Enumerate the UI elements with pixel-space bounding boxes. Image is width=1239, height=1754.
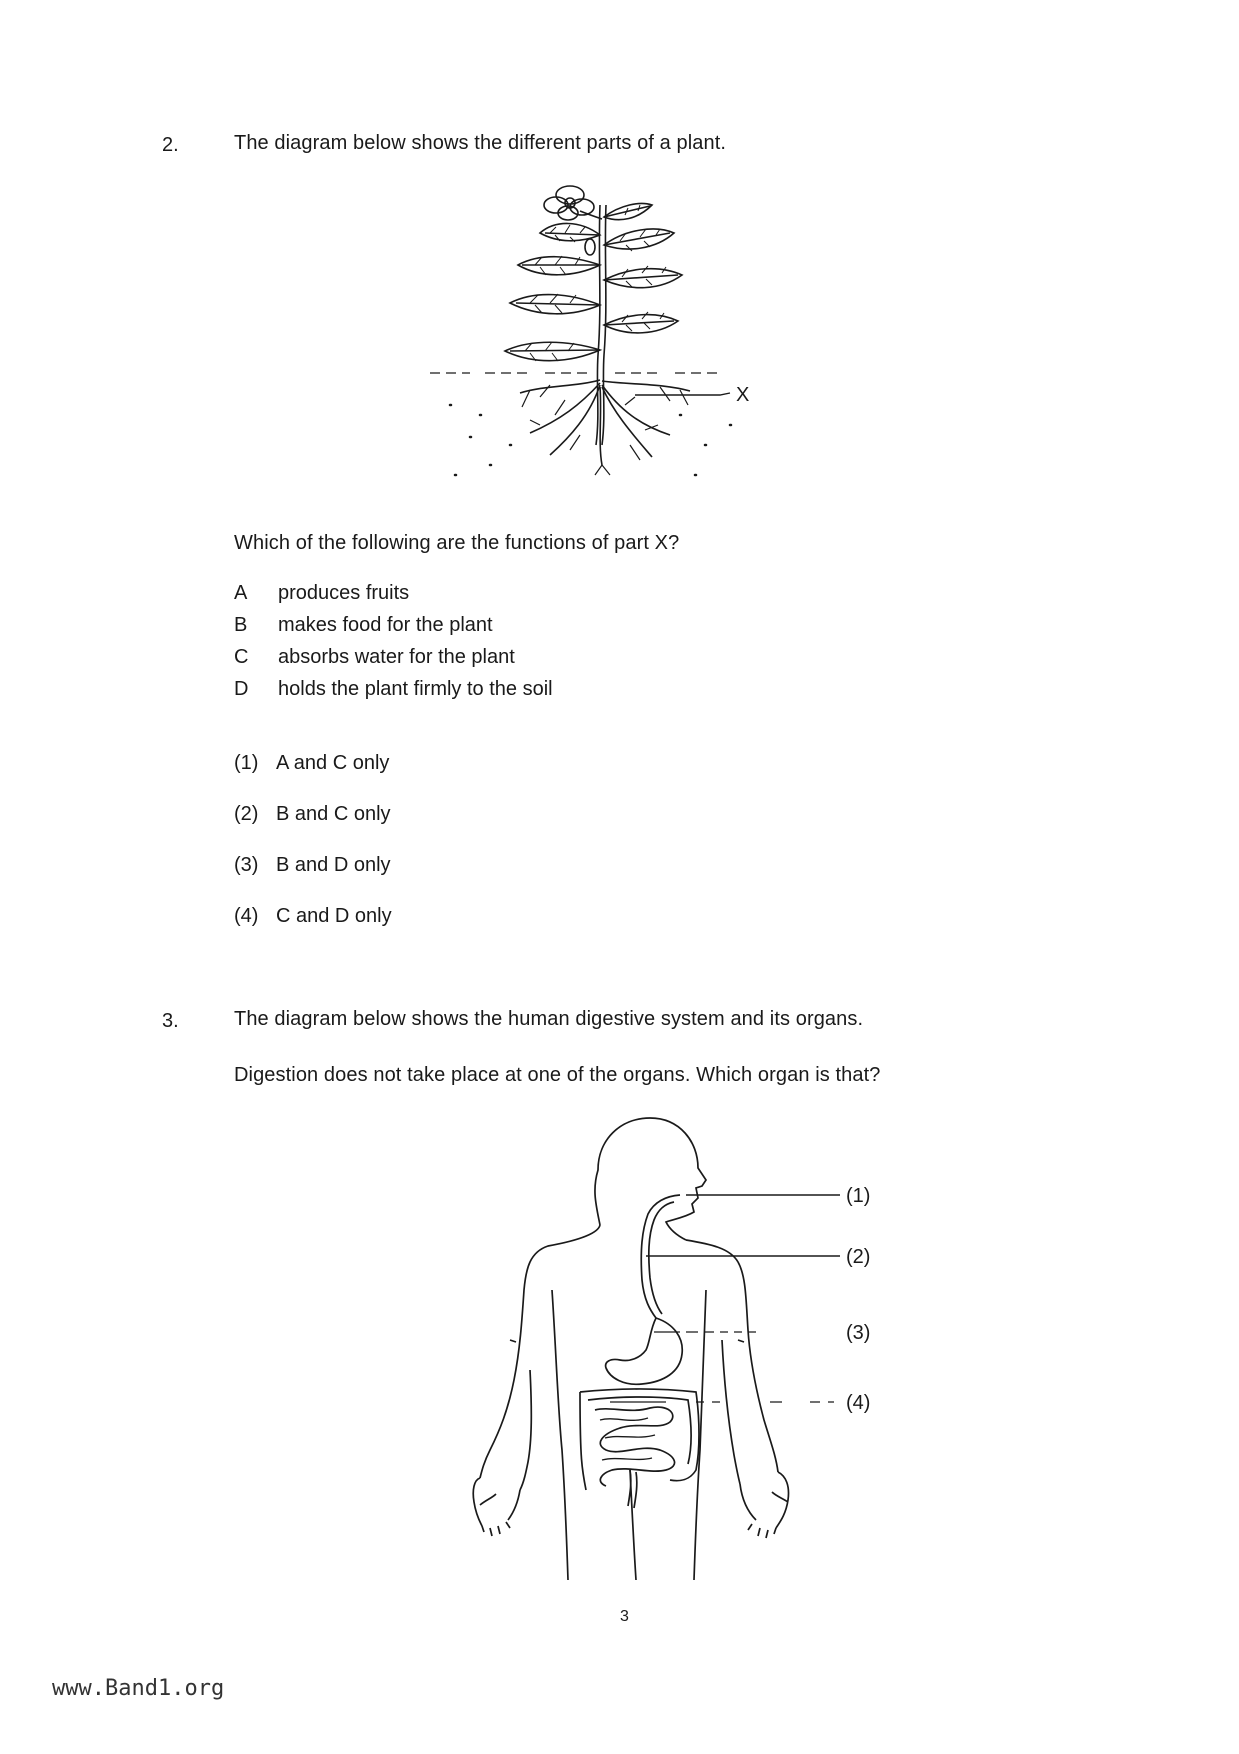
statement-text-d: holds the plant firmly to the soil	[278, 678, 553, 700]
option-number-2[interactable]: (2)	[234, 803, 259, 825]
q2-question: Which of the following are the functions of part X?	[234, 532, 680, 554]
option-number-3[interactable]: (3)	[234, 854, 259, 876]
statement-text-c: absorbs water for the plant	[278, 646, 515, 668]
statement-letter-b: B	[234, 614, 248, 636]
statement-letter-d: D	[234, 678, 249, 700]
q3-number: 3.	[162, 1010, 179, 1032]
statement-text-b: makes food for the plant	[278, 614, 493, 636]
statement-text-a: produces fruits	[278, 582, 410, 604]
statement-letter-c: C	[234, 646, 249, 668]
option-text-3[interactable]: B and D only	[276, 854, 391, 876]
organ-label-3: (3)	[846, 1322, 871, 1344]
q3-question: Digestion does not take place at one of the organs. Which organ is that?	[234, 1064, 881, 1086]
option-number-1[interactable]: (1)	[234, 752, 259, 774]
q2-prompt: The diagram below shows the different parts of a plant.	[234, 132, 727, 154]
q3-prompt: The diagram below shows the human digestive system and its organs.	[234, 1008, 864, 1030]
plant-part-label-x: X	[736, 384, 750, 406]
plant-diagram	[430, 175, 810, 520]
q2-number: 2.	[162, 134, 179, 156]
option-text-4[interactable]: C and D only	[276, 905, 392, 927]
footer-website: www.Band1.org	[52, 1676, 225, 1701]
option-number-4[interactable]: (4)	[234, 905, 259, 927]
page-number: 3	[620, 1608, 629, 1625]
statement-letter-a: A	[234, 582, 248, 604]
option-text-1[interactable]: A and C only	[276, 752, 390, 774]
organ-label-4: (4)	[846, 1392, 871, 1414]
option-text-2[interactable]: B and C only	[276, 803, 391, 825]
organ-label-2: (2)	[846, 1246, 871, 1268]
digestive-system-diagram	[470, 1110, 910, 1600]
organ-label-1: (1)	[846, 1185, 871, 1207]
